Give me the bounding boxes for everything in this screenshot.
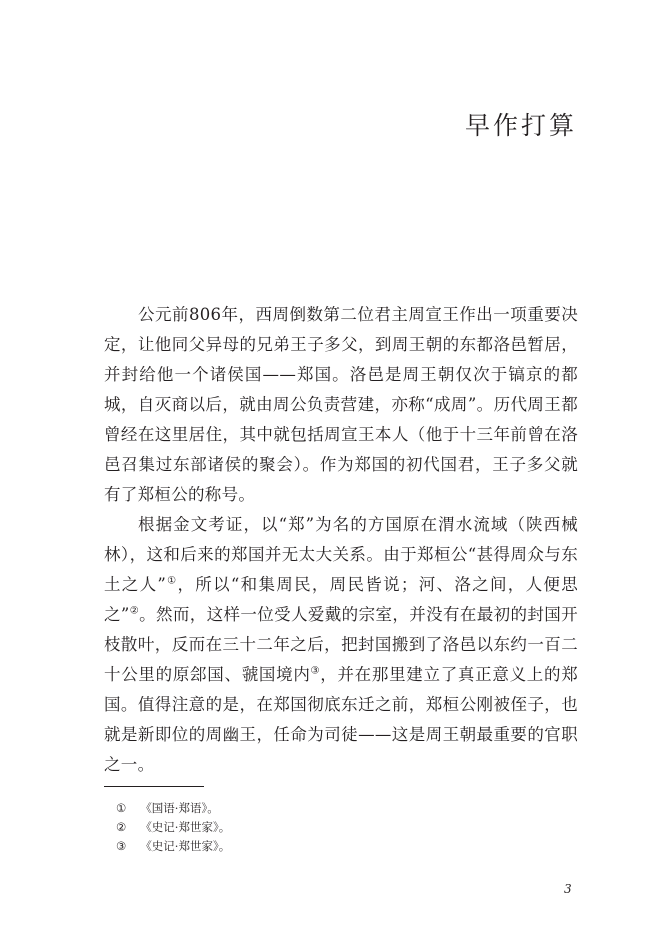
paragraph-text: ，并在那里建立了真正意义上的郑国。值得注意的是，在郑国彻底东迁之前，郑桓公刚被侄子，也就是新即位的周幽王，任命为司徒——这是周王朝最重要的官职之一。 xyxy=(104,665,579,774)
footnote xyxy=(116,837,536,856)
footnote-text: 《史记·郑世家》。 xyxy=(140,820,231,834)
footnotes xyxy=(116,799,536,856)
footnote-marker: ③ xyxy=(116,839,127,853)
main-text xyxy=(104,300,578,780)
footnote-reference: ② xyxy=(129,605,140,617)
paragraph xyxy=(104,510,578,780)
footnote-separator xyxy=(104,786,204,787)
footnote-reference: ① xyxy=(166,575,178,587)
paragraph-text: 根据金文考证，以“郑”为名的方国原在渭水流域（陕西械林），这和后来的郑国并无太大关系。由于郑桓公“甚得周众与东土之人” xyxy=(104,515,578,594)
footnote xyxy=(116,799,536,818)
page-number: 3 xyxy=(564,882,572,896)
chapter-title: 早作打算 xyxy=(464,111,577,140)
footnote-text: 《国语·郑语》。 xyxy=(140,801,219,815)
footnote xyxy=(116,818,536,837)
paragraph-text: ，所以“和集周民，周民皆说；河、洛之间，人便思之” xyxy=(104,575,579,624)
paragraph-text: 公元前806年，西周倒数第二位君主周宣王作出一项重要决定，让他同父异母的兄弟王子多父，到周王朝的东都洛邑暂居，并封给他一个诸侯国——郑国。洛邑是周王朝仅次于镐京的都城，自灭商以后，就由周公负责营建，亦称“成周”。历代周王都曾经在这里居住，其中就包括周宣王本人（他于十三年前曾在洛邑召集过东部诸侯的聚会）。作为郑国的初代国君，王子多父就有了郑桓公的称号。 xyxy=(104,305,578,504)
footnote-text: 《史记·郑世家》。 xyxy=(140,839,231,853)
paragraph xyxy=(104,300,578,510)
footnote-reference: ③ xyxy=(310,665,321,677)
paragraph-text: 。然而，这样一位受人爱戴的宗室，并没有在最初的封国开枝散叶，反而在三十二年之后，把封国搬到了洛邑以东约一百二十公里的原郐国、虢国境内 xyxy=(104,605,578,684)
footnote-marker: ① xyxy=(116,801,127,815)
footnote-marker: ② xyxy=(116,820,127,834)
